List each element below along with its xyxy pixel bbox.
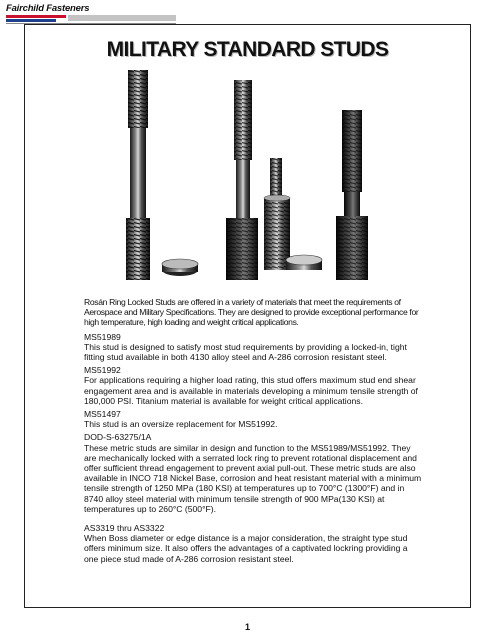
studs-photo — [110, 70, 380, 290]
intro-paragraph: Rosán Ring Locked Studs are offered in a variety of materials that meet the requirements of Aerospace and Military Specifications. They are designed to provide exceptional performance for high temperature, high loading and weight critical applications. — [84, 297, 419, 328]
section-text: For applications requiring a higher load rating, this stud offers maximum stud end shear engagement area and is available in materials developing a minimum tensile strength of 180,000 PSI. Titanium material is available for weight critical applications. — [84, 375, 418, 406]
section-heading: MS51989 — [84, 331, 121, 342]
brand-name: Fairchild Fasteners — [6, 3, 90, 14]
section-text: These metric studs are similar in design and function to the MS51989/MS51992. They are mechanically locked with a serrated lock ring to prevent rotational displacement and offer sufficient thread engagement to prevent axial pull-out. These metric studs are also available in INCO 718 Nickel Base, corrosion and heat resistant material with a minimum tensile strength of 1250 MPa (180 KSI) at temperatures up to 700°C (1300°F) and in 8740 alloy steel material with minimum tensile strength of 900 MPa(130 KSI) at temperatures up to 260°C (500°F). — [84, 442, 422, 514]
page-number: 1 — [244, 622, 250, 632]
section-text: This stud is an oversize replacement for MS51992. — [84, 419, 278, 430]
section-heading: AS3319 thru AS3322 — [84, 523, 165, 534]
section-heading: MS51992 — [84, 365, 121, 376]
stud-1 — [126, 70, 150, 280]
stud-2 — [226, 80, 258, 280]
section-text: This stud is designed to satisfy most stud requirements by providing a locked-in, tight fitting stud available in both 4130 alloy steel and A-286 corrosion resistant steel. — [84, 341, 407, 363]
section-heading: DOD-S-63275/1A — [84, 432, 152, 443]
section-text: When Boss diameter or edge distance is a major consideration, the straight type stud offers minimum size. It also offers the advantages of a captivated lockring providing a one piece stud made of A-286 corrosion resistant steel. — [84, 533, 408, 564]
stud-4 — [336, 110, 368, 280]
brand-logo — [6, 3, 176, 25]
stud-3 — [264, 158, 290, 270]
section-heading: MS51497 — [84, 409, 121, 420]
spacer — [84, 514, 424, 523]
brand-swoosh-icon — [6, 3, 176, 25]
page-title: MILITARY STANDARD STUDS — [106, 38, 389, 61]
body-text — [84, 297, 424, 564]
